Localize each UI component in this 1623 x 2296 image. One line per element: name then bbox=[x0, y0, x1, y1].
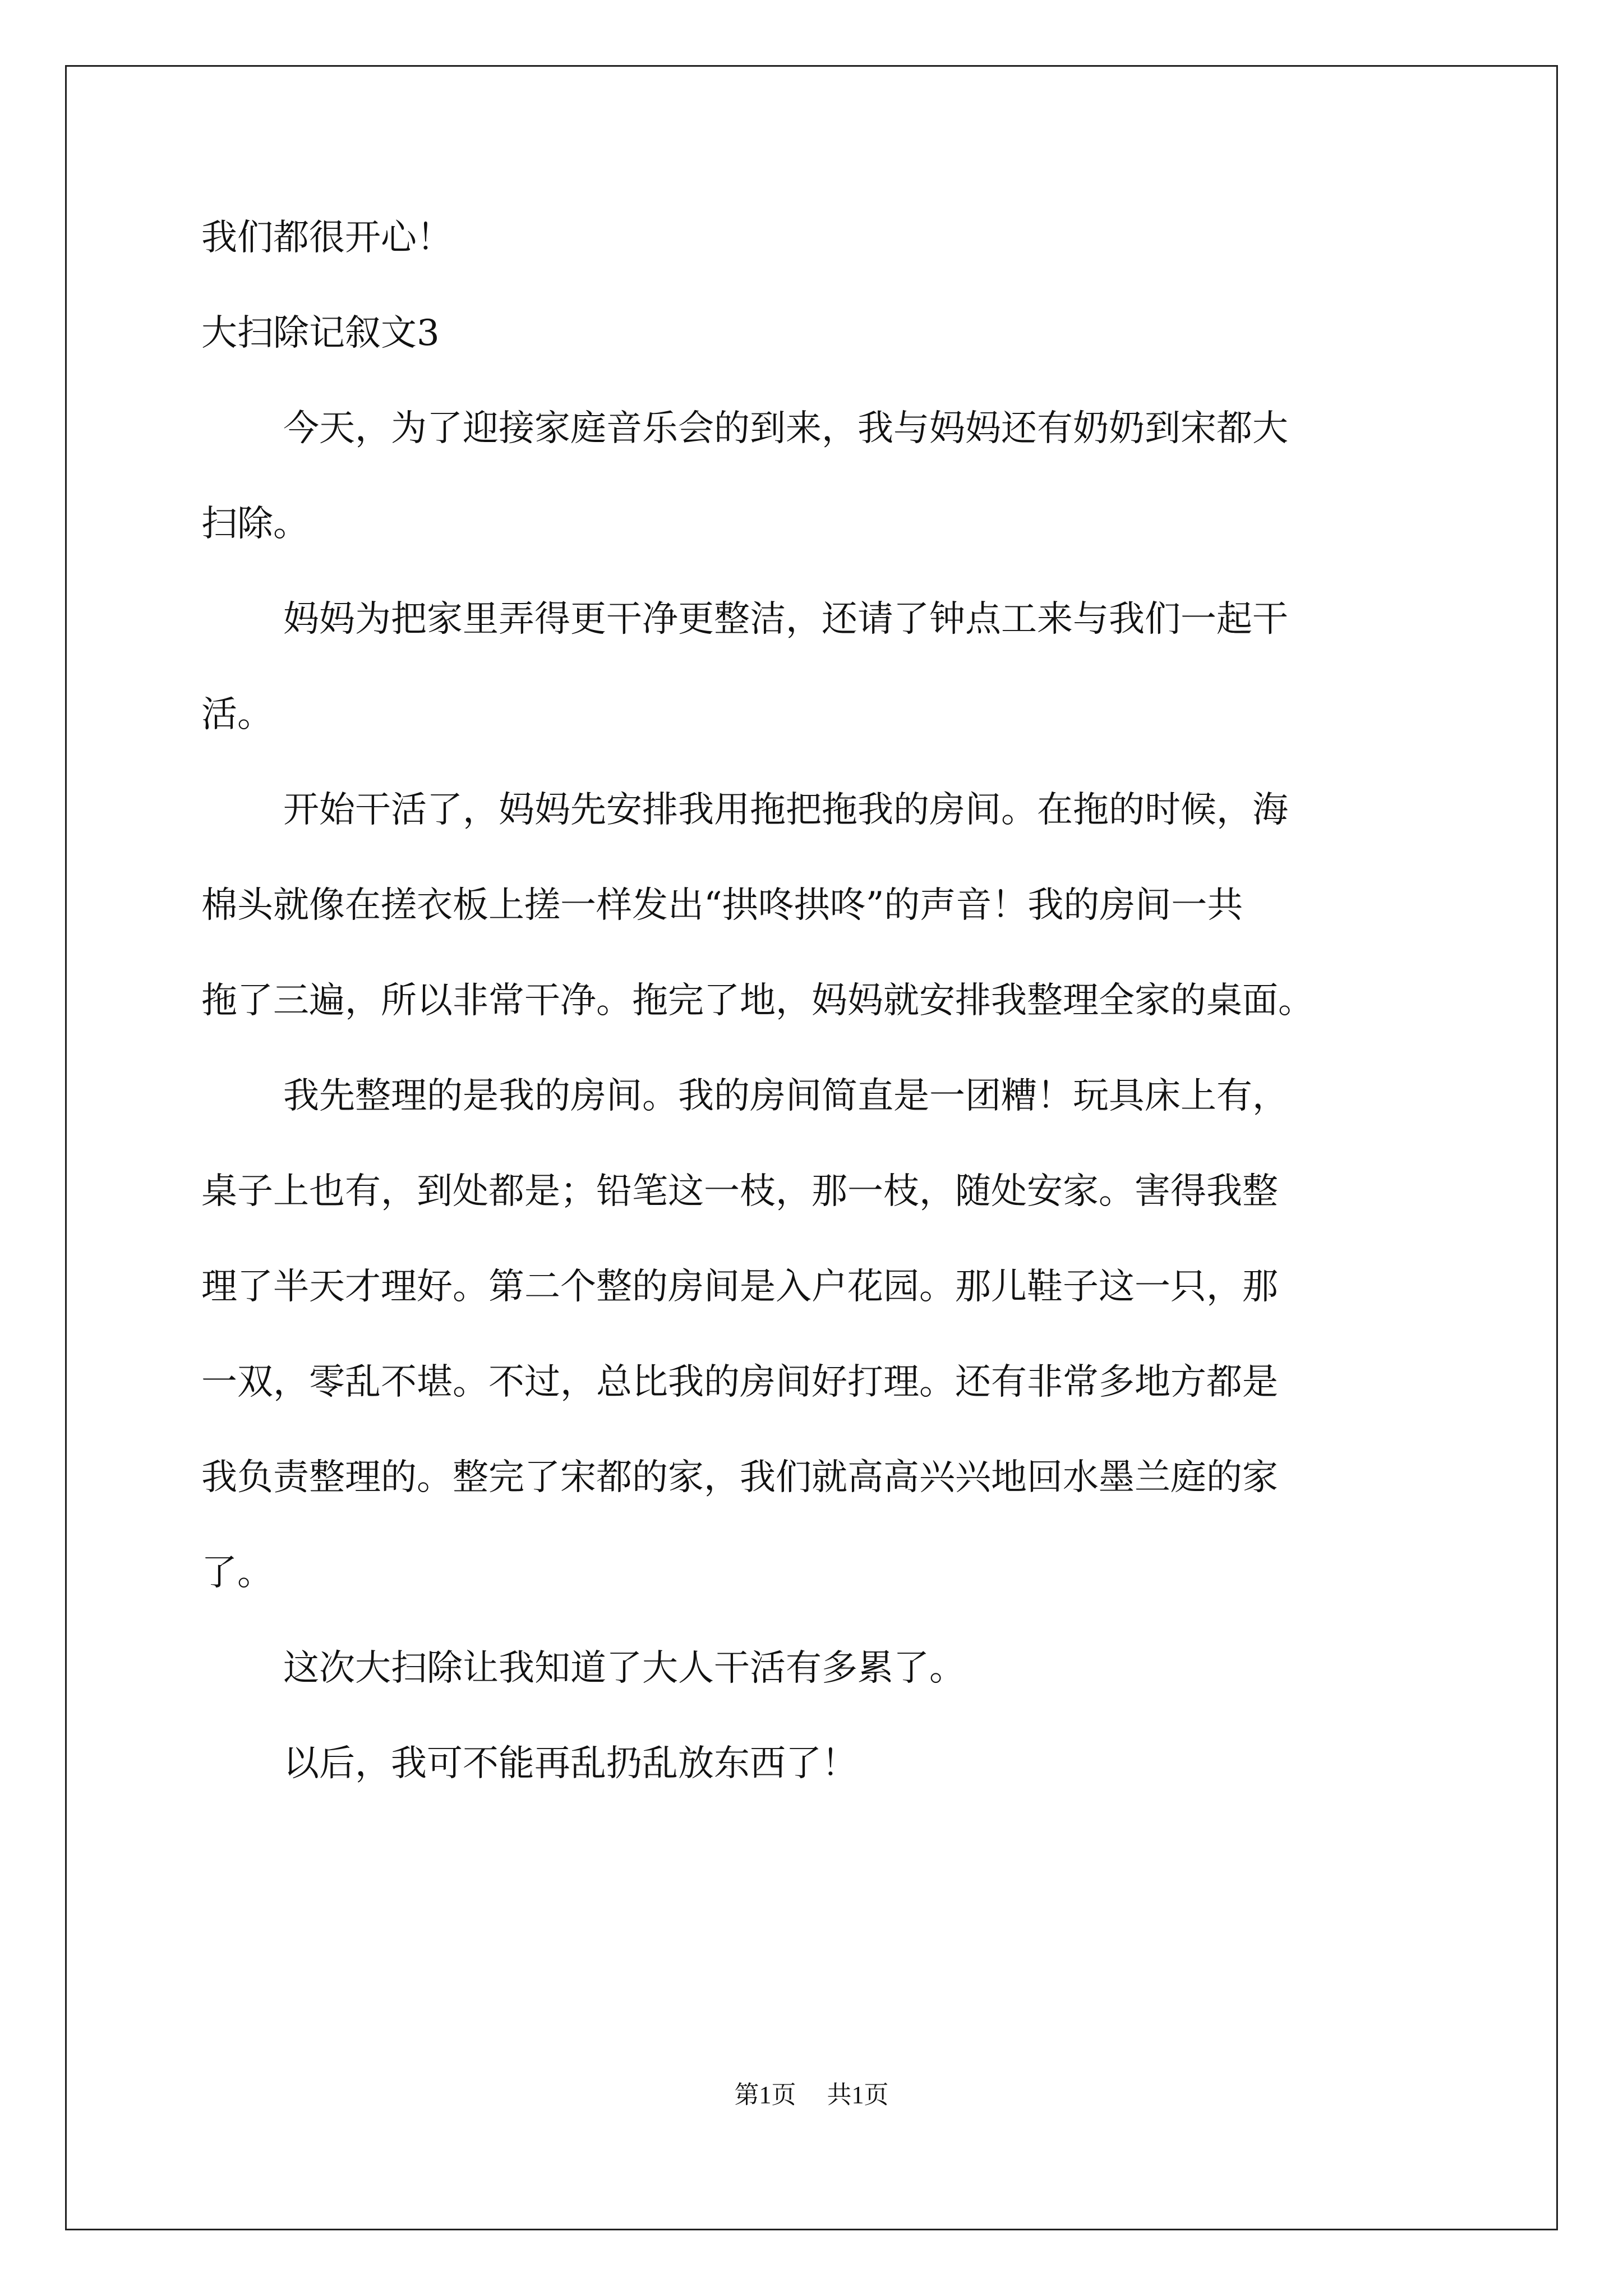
page-footer bbox=[0, 2078, 1623, 2112]
paragraph-line: 开始干活了，妈妈先安排我用拖把拖我的房间。在拖的时候，海 bbox=[283, 789, 1288, 831]
paragraph-line: 以后，我可不能再乱扔乱放东西了！ bbox=[283, 1743, 857, 1784]
paragraph-line: 我负责整理的。整完了宋都的家，我们就高高兴兴地回水墨兰庭的家 bbox=[201, 1457, 1278, 1498]
paragraph-line: 桌子上也有，到处都是；铅笔这一枝，那一枝，随处安家。害得我整 bbox=[201, 1171, 1278, 1212]
section-title: 大扫除记叙文3 bbox=[201, 312, 440, 354]
paragraph-line: 妈妈为把家里弄得更干净更整洁，还请了钟点工来与我们一起干 bbox=[283, 599, 1288, 640]
document-body bbox=[201, 215, 1430, 1837]
page-number: 第1页 bbox=[734, 2081, 796, 2109]
paragraph-line: 扫除。 bbox=[201, 503, 309, 545]
paragraph-line: 活。 bbox=[201, 694, 273, 735]
paragraph-line: 理了半天才理好。第二个整的房间是入户花园。那儿鞋子这一只，那 bbox=[201, 1266, 1278, 1308]
paragraph-line: 拖了三遍，所以非常干净。拖完了地，妈妈就安排我整理全家的桌面。 bbox=[201, 980, 1314, 1022]
paragraph-line: 了。 bbox=[201, 1552, 273, 1594]
text-line: 我们都很开心！ bbox=[201, 217, 453, 259]
paragraph-line: 棉头就像在搓衣板上搓一样发出“拱咚拱咚”的声音！我的房间一共 bbox=[201, 885, 1243, 926]
paragraph-line: 我先整理的是我的房间。我的房间简直是一团糟！玩具床上有， bbox=[283, 1075, 1288, 1117]
page-total: 共1页 bbox=[827, 2081, 889, 2109]
paragraph-line: 一双，零乱不堪。不过，总比我的房间好打理。还有非常多地方都是 bbox=[201, 1361, 1278, 1403]
paragraph-line: 这次大扫除让我知道了大人干活有多累了。 bbox=[283, 1648, 965, 1689]
paragraph-line: 今天，为了迎接家庭音乐会的到来，我与妈妈还有奶奶到宋都大 bbox=[283, 408, 1288, 449]
